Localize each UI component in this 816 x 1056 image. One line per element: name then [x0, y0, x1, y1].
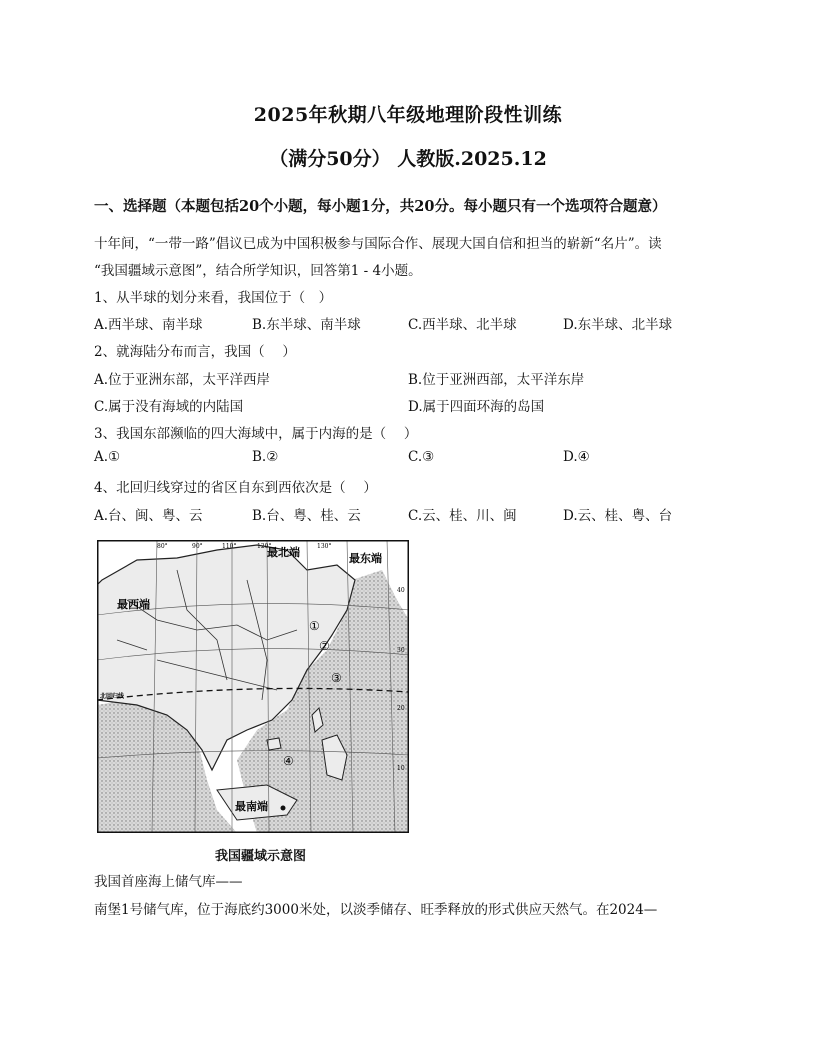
lon-tick-120: 120° [257, 543, 272, 550]
question-1-option-d: D.东半球、北半球 [563, 317, 673, 333]
question-2-stem: 2、就海陆分布而言，我国（ ） [94, 344, 296, 360]
lon-tick-130: 130° [317, 543, 332, 550]
lon-tick-80: 80° [157, 543, 168, 550]
intro-text-line-2: “我国疆域示意图”，结合所学知识，回答第1 - 4小题。 [94, 263, 422, 279]
question-3-option-b: B.② [252, 449, 279, 465]
question-2-option-a: A.位于亚洲东部，太平洋西岸 [94, 372, 271, 388]
label-southernmost: 最南端 [235, 800, 268, 813]
question-4-option-b: B.台、粤、桂、云 [252, 508, 361, 524]
hainan-island [267, 738, 281, 750]
lat-tick-40: 40 [397, 587, 405, 594]
question-2-option-b: B.位于亚洲西部，太平洋东岸 [408, 372, 585, 388]
question-4-option-c: C.云、桂、川、闽 [408, 508, 517, 524]
section-heading: 一、选择题（本题包括20个小题，每小题1分，共20分。每小题只有一个选项符合题意） [94, 198, 667, 215]
intro-text-line-1: 十年间，“一带一路”倡议已成为中国积极参与国际合作、展现大国自信和担当的崭新“名片”。读 [94, 236, 662, 252]
lat-tick-30: 30 [397, 647, 405, 654]
question-3-option-a: A.① [94, 449, 121, 465]
document-title: 2025年秋期八年级地理阶段性训练 [253, 104, 563, 126]
label-westernmost: 最西端 [117, 598, 150, 611]
question-1-option-a: A.西半球、南半球 [94, 317, 203, 333]
label-tropic-of-cancer: 北回归线 [100, 693, 125, 700]
document-subtitle: （满分50分） 人教版.2025.12 [269, 148, 547, 170]
label-northernmost: 最北端 [267, 546, 300, 559]
question-1-stem: 1、从半球的划分来看，我国位于（ ） [94, 290, 333, 306]
question-3-option-d: D.④ [563, 449, 590, 465]
southernmost-point [281, 806, 286, 811]
sea-marker-3: ③ [331, 671, 342, 685]
question-4-option-d: D.云、桂、粤、台 [563, 508, 673, 524]
sea-marker-1: ① [309, 619, 320, 633]
question-4-option-a: A.台、闽、粤、云 [94, 508, 203, 524]
lon-tick-110: 110° [222, 543, 237, 550]
lon-tick-90: 90° [192, 543, 203, 550]
question-1-option-c: C.西半球、北半球 [408, 317, 517, 333]
lat-tick-10: 10 [397, 765, 405, 772]
map-caption: 我国疆域示意图 [215, 849, 307, 864]
passage-line-2: 南堡1号储气库，位于海底约3000米处，以淡季储存、旺季释放的形式供应天然气。在2024— [94, 902, 658, 918]
passage-line-1: 我国首座海上储气库—— [94, 874, 243, 890]
question-3-stem: 3、我国东部濒临的四大海域中，属于内海的是（ ） [94, 426, 418, 442]
label-easternmost: 最东端 [349, 552, 382, 565]
territory-map [97, 540, 409, 833]
question-4-stem: 4、北回归线穿过的省区自东到西依次是（ ） [94, 480, 377, 496]
question-1-option-b: B.东半球、南半球 [252, 317, 361, 333]
question-3-option-c: C.③ [408, 449, 435, 465]
sea-marker-2: ② [319, 639, 330, 653]
sea-marker-4: ④ [283, 754, 294, 768]
lat-tick-20: 20 [397, 705, 405, 712]
question-2-option-c: C.属于没有海域的内陆国 [94, 399, 244, 415]
question-2-option-d: D.属于四面环海的岛国 [408, 399, 545, 415]
